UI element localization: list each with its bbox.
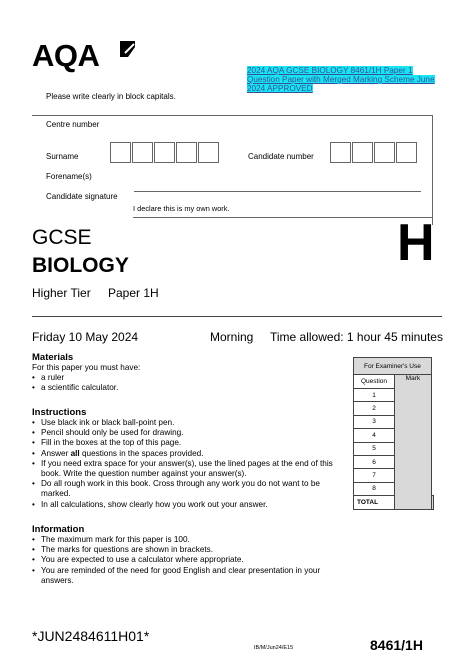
signature-label: Candidate signature <box>46 192 118 201</box>
centre-number-boxes[interactable] <box>110 142 220 163</box>
digit-box[interactable] <box>396 142 417 163</box>
digit-box[interactable] <box>352 142 373 163</box>
information-heading: Information <box>32 524 85 535</box>
question-number: 5 <box>354 442 395 455</box>
list-item: • Do all rough work in this book. Cross through any work you do not want to be marked. <box>32 479 344 499</box>
total-label: TOTAL <box>354 496 395 509</box>
digit-box[interactable] <box>374 142 395 163</box>
materials-list <box>32 373 332 393</box>
digit-box[interactable] <box>198 142 219 163</box>
question-number: 3 <box>354 415 395 428</box>
list-item: • a ruler <box>32 373 332 383</box>
materials-intro: For this paper you must have: <box>32 363 141 372</box>
subject-title: BIOLOGY <box>32 254 129 277</box>
aqa-logo-mark-icon <box>116 39 136 59</box>
digit-box[interactable] <box>154 142 175 163</box>
materials-heading: Materials <box>32 352 74 363</box>
question-column-header: Question <box>354 375 395 389</box>
centre-number-label: Centre number <box>46 120 100 129</box>
download-link[interactable] <box>247 66 435 93</box>
qualification-title: GCSE <box>32 226 92 249</box>
instructions-section <box>32 407 344 510</box>
question-number: 8 <box>354 482 395 495</box>
aqa-logo: AQA <box>32 38 100 73</box>
form-frame-top <box>32 115 433 116</box>
divider <box>32 316 442 317</box>
exam-session: Morning <box>210 330 254 344</box>
digit-box[interactable] <box>330 142 351 163</box>
download-link-text: 2024 AQA GCSE BIOLOGY 8461/1H Paper 1 Question Paper with Merged Marking Scheme June 2024 APPROVED <box>247 66 435 93</box>
tier-label: Higher Tier <box>32 286 91 300</box>
surname-label: Surname <box>46 152 79 161</box>
forenames-label: Forename(s) <box>46 172 92 181</box>
list-item: • Use black ink or black ball-point pen. <box>32 418 344 428</box>
question-number: 7 <box>354 469 395 482</box>
list-item: • Fill in the boxes at the top of this page. <box>32 438 344 448</box>
information-section <box>32 524 332 586</box>
examiner-table-title: For Examiner's Use <box>354 358 432 375</box>
information-list <box>32 535 332 586</box>
signature-line[interactable] <box>134 191 421 192</box>
examiner-table <box>353 357 434 510</box>
mark-column-header: Mark <box>405 375 421 382</box>
form-frame-right <box>432 115 433 225</box>
time-allowed: Time allowed: 1 hour 45 minutes <box>270 330 443 344</box>
list-item: • If you need extra space for your answer(s), use the lined pages at the end of this book. Write the question number against your answer(s). <box>32 459 344 479</box>
list-item: • In all calculations, show clearly how you work out your answer. <box>32 500 344 510</box>
exam-date: Friday 10 May 2024 <box>32 330 139 344</box>
list-item: • Pencil should only be used for drawing. <box>32 428 344 438</box>
document-reference: IB/M/Jun24/E15 <box>254 645 294 651</box>
digit-box[interactable] <box>132 142 153 163</box>
digit-box[interactable] <box>110 142 131 163</box>
question-number: 4 <box>354 429 395 442</box>
tier-letter: H <box>397 214 435 272</box>
form-frame-bottom <box>133 217 433 218</box>
list-item: • The maximum mark for this paper is 100. <box>32 535 332 545</box>
candidate-number-boxes[interactable] <box>330 142 418 163</box>
declaration-text: I declare this is my own work. <box>133 204 230 213</box>
paper-number: 8461/1H <box>370 637 423 653</box>
candidate-number-label: Candidate number <box>248 152 314 161</box>
question-number: 2 <box>354 402 395 415</box>
list-item: • Answer all questions in the spaces provided. <box>32 449 344 459</box>
materials-section <box>32 352 332 394</box>
mark-column <box>395 375 432 510</box>
total-cell <box>431 496 433 509</box>
instructions-list <box>32 418 344 510</box>
list-item: • You are expected to use a calculator where appropriate. <box>32 555 332 565</box>
list-item: • The marks for questions are shown in brackets. <box>32 545 332 555</box>
list-item: • You are reminded of the need for good English and clear presentation in your answers. <box>32 566 332 586</box>
question-number: 6 <box>354 455 395 468</box>
list-item: • a scientific calculator. <box>32 383 332 393</box>
question-number: 1 <box>354 389 395 402</box>
paper-label: Paper 1H <box>108 286 159 300</box>
barcode-text: *JUN2484611H01* <box>32 628 150 644</box>
digit-box[interactable] <box>176 142 197 163</box>
block-capitals-note: Please write clearly in block capitals. <box>46 92 176 101</box>
instructions-heading: Instructions <box>32 407 87 418</box>
